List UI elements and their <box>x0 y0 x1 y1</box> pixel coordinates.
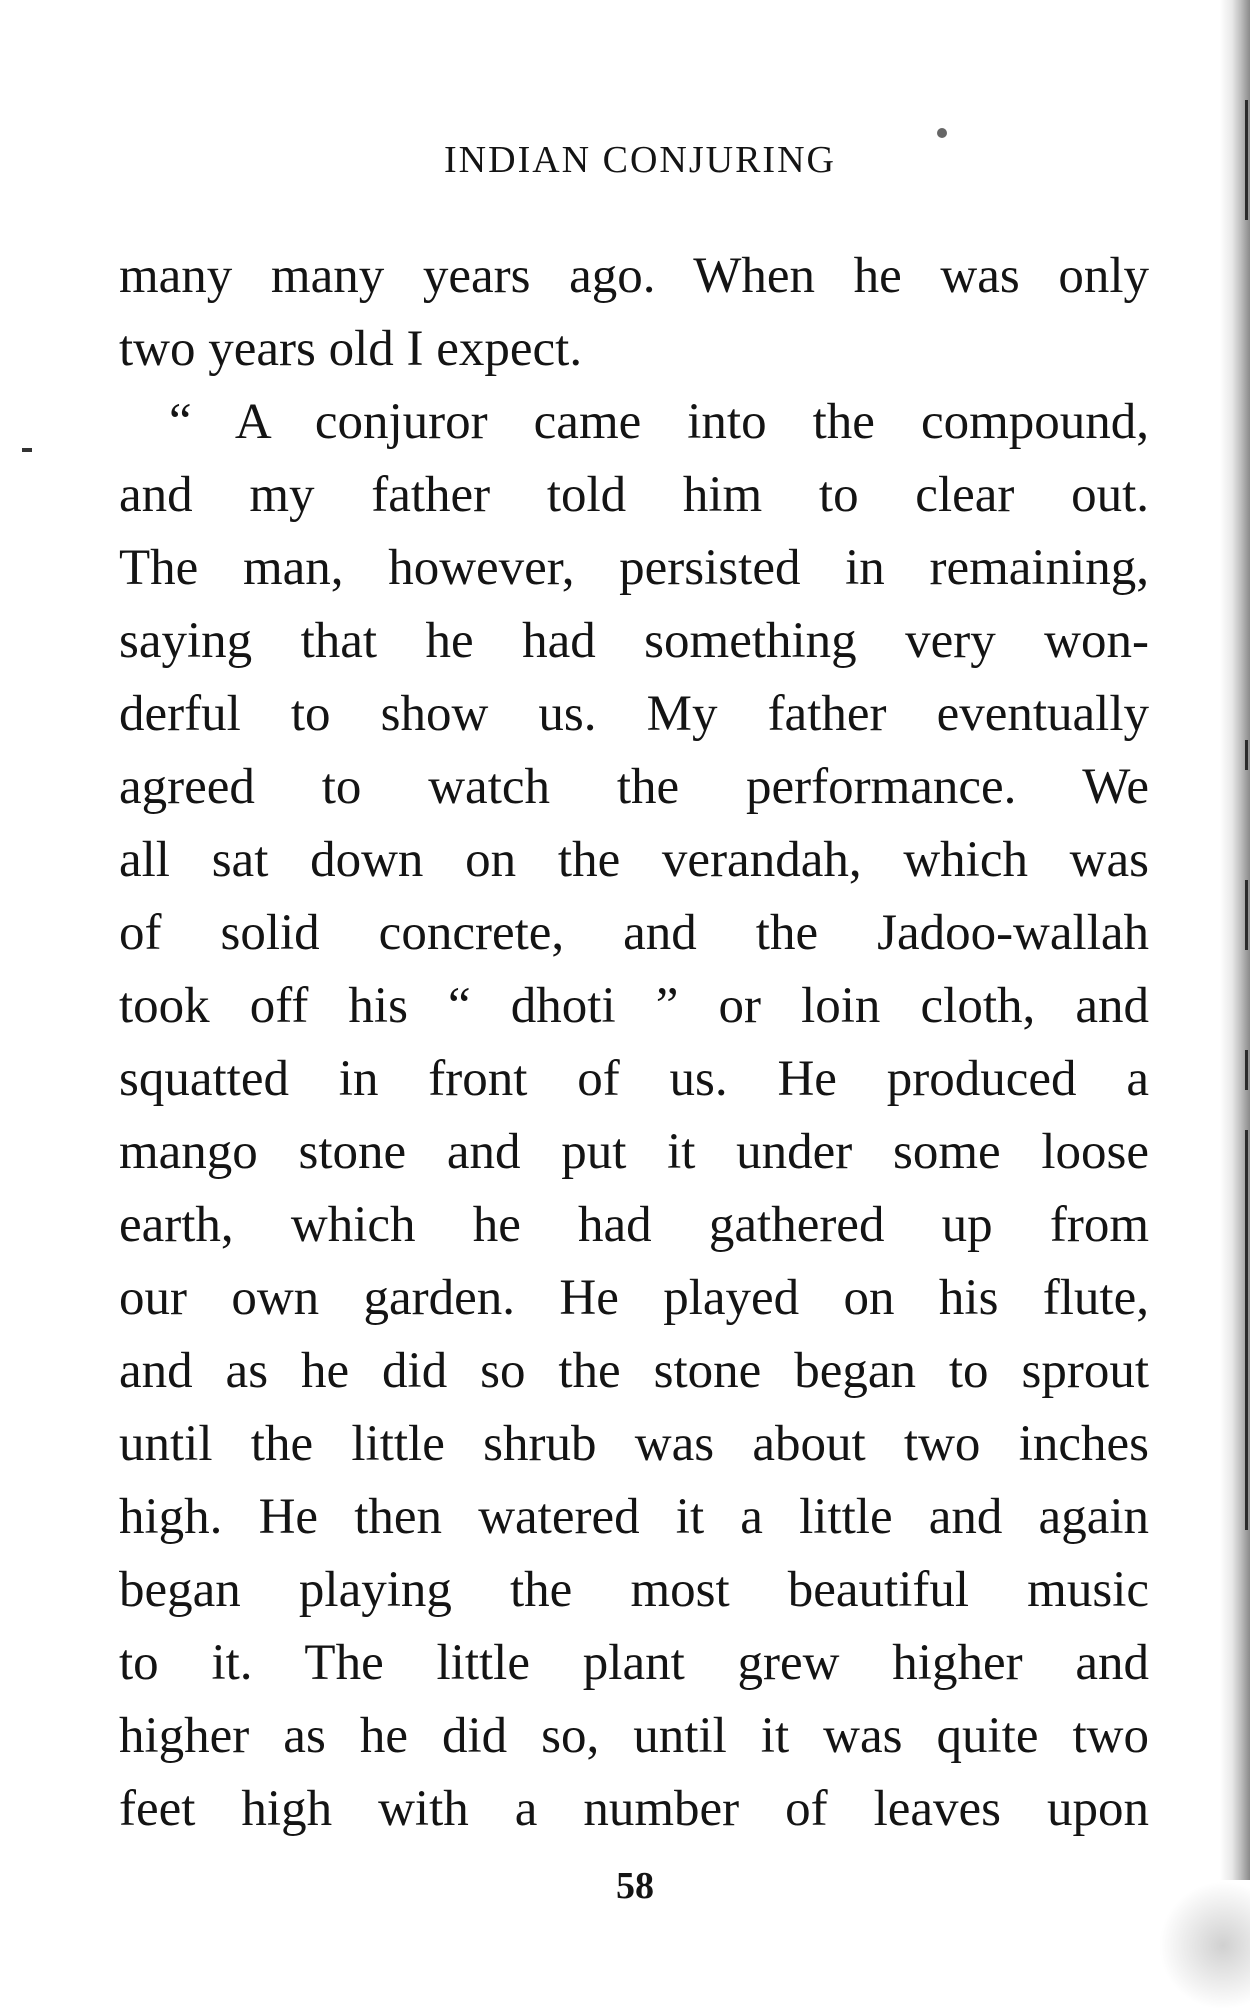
text-line: higher as he did so, until it was quite two <box>119 1708 1149 1764</box>
text-line: many many years ago. When he was only <box>119 248 1149 304</box>
text-line: high. He then watered it a little and again <box>119 1489 1149 1545</box>
edge-line <box>1245 880 1248 950</box>
text-line: derful to show us. My father eventually <box>119 686 1149 742</box>
body-text <box>119 240 1149 1846</box>
text-line: took off his “ dhoti ” or loin cloth, and <box>119 978 1149 1034</box>
scan-speck <box>937 128 947 138</box>
text-line: our own garden. He played on his flute, <box>119 1270 1149 1326</box>
text-line: and as he did so the stone began to sprout <box>119 1343 1149 1399</box>
text-line: to it. The little plant grew higher and <box>119 1635 1149 1691</box>
edge-line <box>1245 1130 1248 1530</box>
scan-speck <box>22 448 32 452</box>
running-head: INDIAN CONJURING <box>444 139 836 181</box>
text-line: of solid concrete, and the Jadoo-wallah <box>119 905 1149 961</box>
edge-line <box>1245 1050 1248 1090</box>
text-line: The man, however, persisted in remaining, <box>119 540 1149 596</box>
text-line: two years old I expect. <box>119 321 583 377</box>
text-line: until the little shrub was about two inches <box>119 1416 1149 1472</box>
page-number: 58 <box>616 1865 654 1907</box>
text-line: feet high with a number of leaves upon <box>119 1781 1149 1837</box>
page-edge-shadow <box>1220 0 1250 2011</box>
text-line: “ A conjuror came into the compound, <box>169 394 1149 450</box>
page-edge-specks <box>1160 1880 1250 2011</box>
edge-line <box>1245 740 1248 770</box>
text-line: agreed to watch the performance. We <box>119 759 1149 815</box>
edge-line <box>1245 100 1248 220</box>
text-line: squatted in front of us. He produced a <box>119 1051 1149 1107</box>
text-line: and my father told him to clear out. <box>119 467 1149 523</box>
text-line: saying that he had something very won- <box>119 613 1149 669</box>
text-line: all sat down on the verandah, which was <box>119 832 1149 888</box>
text-line: mango stone and put it under some loose <box>119 1124 1149 1180</box>
text-line: earth, which he had gathered up from <box>119 1197 1149 1253</box>
text-line: began playing the most beautiful music <box>119 1562 1149 1618</box>
